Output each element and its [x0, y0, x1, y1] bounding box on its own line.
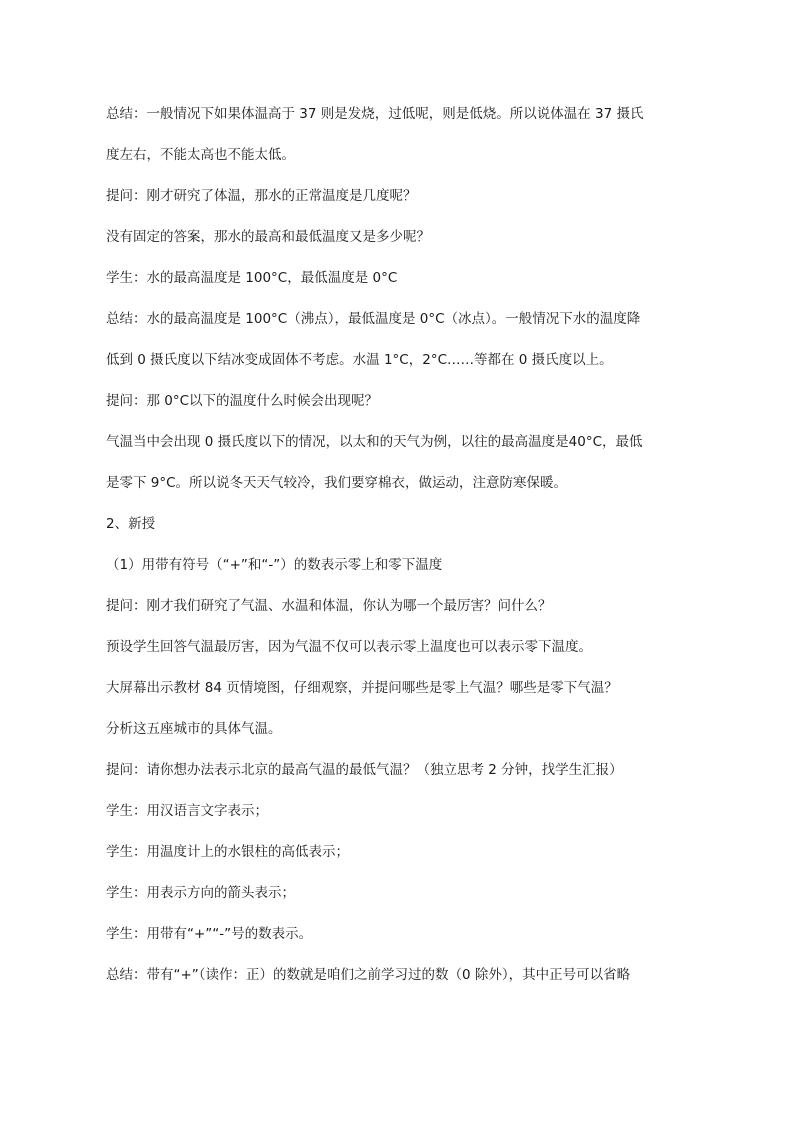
text-line: 度左右，不能太高也不能太低。 [106, 147, 295, 163]
text-line: 总结：一般情况下如果体温高于 37 则是发烧，过低呢，则是低烧。所以说体温在 37 摄氏 [106, 106, 644, 122]
text-line: 提问：刚才研究了体温，那水的正常温度是几度呢？ [106, 188, 417, 204]
text-line: 总结：带有“+”（读作：正）的数就是咱们之前学习过的数（0 除外），其中正号可以省略 [106, 967, 631, 983]
document-body [106, 104, 688, 985]
text-line: 学生：用温度计上的水银柱的高低表示； [106, 844, 349, 860]
text-line: 是零下 9°C。所以说冬天天气较冷，我们要穿棉衣，做运动，注意防寒保暖。 [106, 475, 568, 491]
text-line: 学生：用汉语言文字表示； [106, 803, 268, 819]
text-line: 学生：用带有“+”“-”号的数表示。 [106, 926, 313, 942]
text-line: 提问：那 0°C以下的温度什么时候会出现呢？ [106, 393, 379, 409]
text-line: 提问：刚才我们研究了气温、水温和体温，你认为哪一个最厉害？问什么？ [106, 598, 552, 614]
text-line: 总结：水的最高温度是 100°C（沸点），最低温度是 0°C（冰点）。一般情况下水的温度降 [106, 311, 641, 327]
subsection-heading: （1）用带有符号（“+”和“-”）的数表示零上和零下温度 [106, 557, 443, 573]
text-line: 学生：用表示方向的箭头表示； [106, 885, 295, 901]
text-line: 分析这五座城市的具体气温。 [106, 721, 282, 737]
section-heading: 2、新授 [106, 516, 156, 532]
text-line: 低到 0 摄氏度以下结冰变成固体不考虑。水温 1°C，2°C……等都在 0 摄氏度以上。 [106, 352, 613, 368]
text-line: 学生：水的最高温度是 100°C，最低温度是 0°C [106, 270, 398, 286]
text-line: 预设学生回答气温最厉害，因为气温不仅可以表示零上温度也可以表示零下温度。 [106, 639, 592, 655]
text-line: 大屏幕出示教材 84 页情境图，仔细观察，并提问哪些是零上气温？哪些是零下气温？ [106, 680, 618, 696]
text-line: 没有固定的答案，那水的最高和最低温度又是多少呢？ [106, 229, 430, 245]
text-line: 气温当中会出现 0 摄氏度以下的情况，以太和的天气为例，以往的最高温度是40°C，最低 [106, 434, 643, 450]
text-line: 提问：请你想办法表示北京的最高气温的最低气温？（独立思考 2 分钟，找学生汇报） [106, 762, 623, 778]
